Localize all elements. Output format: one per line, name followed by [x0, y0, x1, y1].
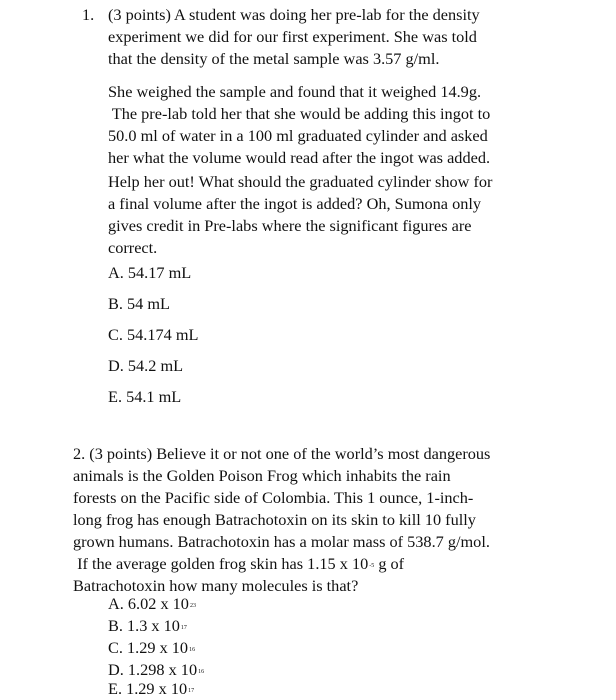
q1-line: gives credit in Pre-labs where the significant figures are — [108, 216, 472, 235]
q2-option-text: B. 1.3 x 10 — [108, 616, 180, 635]
q1-option-c[interactable]: C. 54.174 mL — [108, 325, 199, 344]
q2-line: 2. (3 points) Believe it or not one of the world’s most dangerous — [73, 444, 491, 463]
q2-option-b[interactable] — [108, 615, 187, 637]
q1-number: 1. — [82, 5, 95, 24]
q2-option-exponent: 16 — [198, 669, 205, 675]
q2-line: long frog has enough Batrachotoxin on its skin to kill 10 fully — [73, 510, 476, 529]
q1-option-d[interactable]: D. 54.2 mL — [108, 356, 184, 375]
q2-option-text: A. 6.02 x 10 — [108, 594, 189, 613]
q2-option-text: C. 1.29 x 10 — [108, 638, 189, 657]
q2-option-text: E. 1.29 x 10 — [108, 679, 188, 698]
q2-option-exponent: 17 — [180, 625, 187, 631]
q1-line: a final volume after the ingot is added? Oh, Sumona only — [108, 194, 482, 213]
q2-line-exponent — [73, 553, 490, 575]
q2-exponent: -5 — [369, 563, 375, 569]
q1-paragraph-3 — [108, 171, 492, 259]
q2-option-e[interactable] — [108, 678, 194, 700]
q1-stem — [108, 4, 480, 70]
q1-line: that the density of the metal sample was 3.57 g/ml. — [108, 49, 440, 68]
q1-line: The pre-lab told her that she would be adding this ingot to — [108, 104, 491, 123]
q1-line: 50.0 ml of water in a 100 ml graduated cylinder and asked — [108, 126, 488, 145]
q2-option-a[interactable] — [108, 593, 196, 615]
q2-line: forests on the Pacific side of Colombia. This 1 ounce, 1-inch- — [73, 488, 474, 507]
q1-option-b[interactable]: B. 54 mL — [108, 294, 170, 313]
q1-line: She weighed the sample and found that it weighed 14.9g. — [108, 82, 482, 101]
q2-option-exponent: 23 — [189, 603, 196, 609]
q2-line: grown humans. Batrachotoxin has a molar mass of 538.7 g/mol. — [73, 532, 490, 551]
q2-line-text: g of — [374, 554, 405, 573]
q1-line: correct. — [108, 238, 158, 257]
q2-option-c[interactable] — [108, 637, 195, 659]
q2-option-exponent: 16 — [189, 647, 196, 653]
q1-line: her what the volume would read after the ingot was added. — [108, 148, 491, 167]
q1-line: experiment we did for our first experiment. She was told — [108, 27, 477, 46]
q2-line: Batrachotoxin how many molecules is that? — [73, 576, 359, 595]
q2-option-text: D. 1.298 x 10 — [108, 660, 198, 679]
q2-line-text: If the average golden frog skin has 1.15 x 10 — [73, 554, 369, 573]
q2-option-exponent: 17 — [188, 688, 195, 694]
q1-paragraph-2 — [108, 81, 490, 169]
q1-line: Help her out! What should the graduated cylinder show for — [108, 172, 493, 191]
q1-line: (3 points) A student was doing her pre-lab for the density — [108, 5, 480, 24]
q1-option-a[interactable]: A. 54.17 mL — [108, 263, 192, 282]
q2-line: animals is the Golden Poison Frog which inhabits the rain — [73, 466, 451, 485]
q1-option-e[interactable]: E. 54.1 mL — [108, 387, 182, 406]
q2-stem — [73, 443, 490, 597]
